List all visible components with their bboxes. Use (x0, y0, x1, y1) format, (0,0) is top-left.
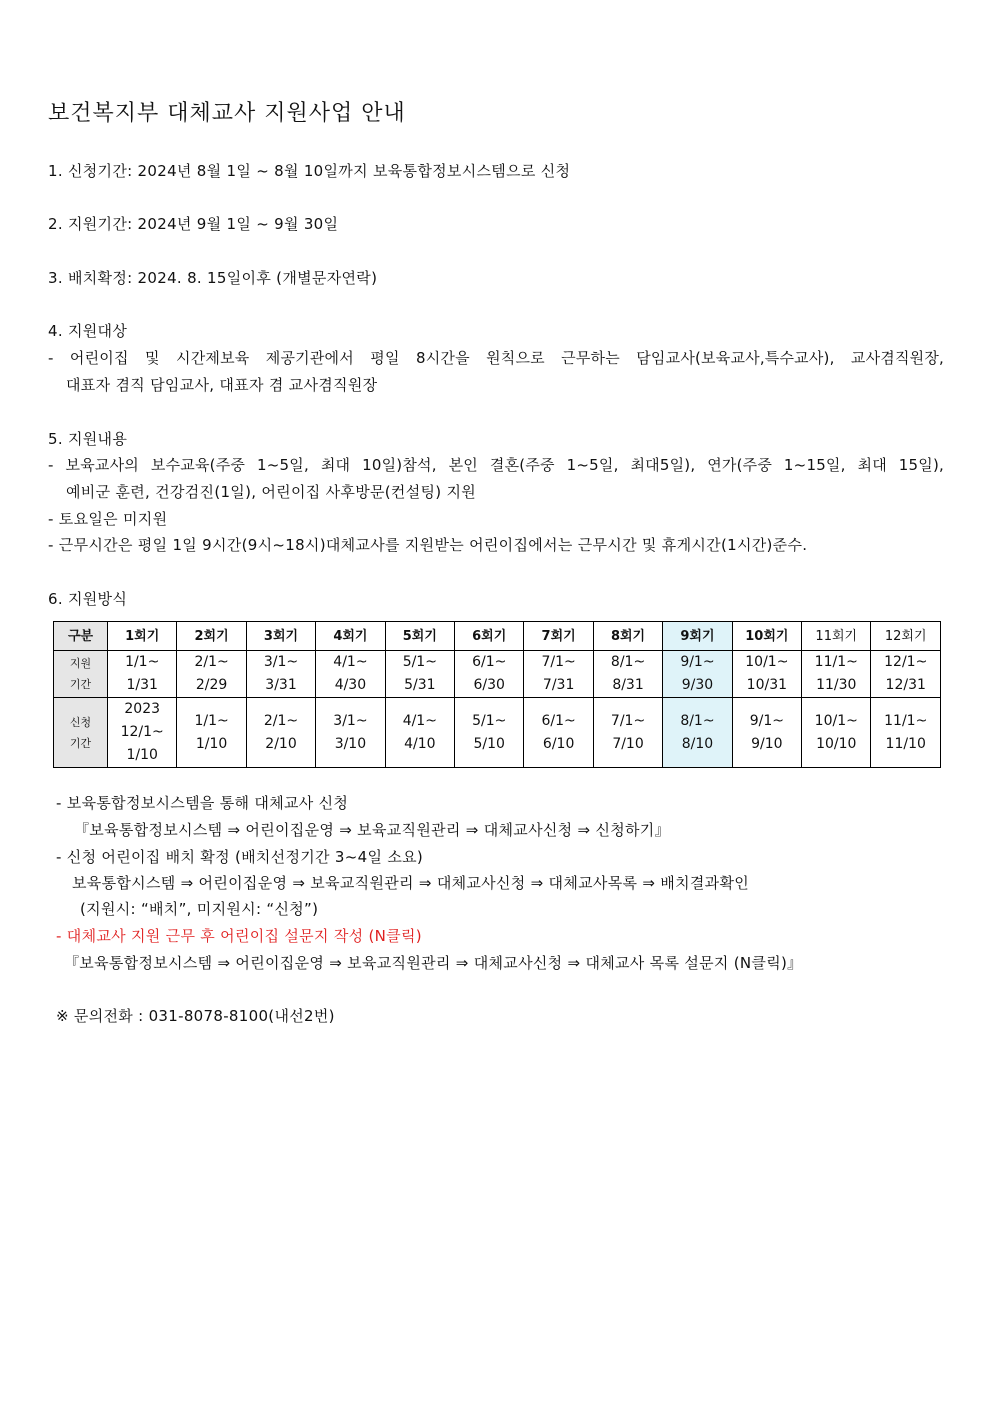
apply-period: 1. 신청기간: 2024년 8월 1일 ~ 8월 10일까지 보육통합정보시스템으로 신청 (48, 162, 571, 180)
support-cell (593, 651, 662, 698)
support-end: 1/31 (126, 677, 158, 693)
support-start: 12/1~ (884, 654, 928, 670)
apply-cell (385, 698, 454, 768)
apply-start: 12/1~ (120, 724, 164, 740)
round-header: 2회기 (177, 622, 246, 651)
support-cell (455, 651, 524, 698)
support-start: 11/1~ (814, 654, 858, 670)
support-start: 6/1~ (472, 654, 507, 670)
apply-period-row (54, 698, 941, 768)
apply-cell (732, 698, 801, 768)
support-end: 9/30 (681, 677, 714, 693)
apply-end: 6/10 (542, 735, 575, 752)
apply-cell (246, 698, 315, 768)
support-start: 7/1~ (541, 654, 576, 670)
note-survey-path: 『보육통합정보시스템 ⇒ 어린이집운영 ⇒ 보육교직원관리 ⇒ 대체교사신청 ⇒ 대체교사 목록 설문지 (N클릭)』 (64, 954, 803, 972)
note-confirm-path: 보육통합시스템 ⇒ 어린이집운영 ⇒ 보육교직원관리 ⇒ 대체교사신청 ⇒ 대체교사목록 ⇒ 배치결과확인 (72, 874, 750, 892)
apply-start: 11/1~ (884, 712, 928, 729)
apply-cell (593, 698, 662, 768)
apply-cell (108, 698, 177, 768)
note-survey: - 대체교사 지원 근무 후 어린이집 설문지 작성 (N클릭) (56, 927, 422, 945)
round-header: 3회기 (246, 622, 315, 651)
note-confirm-status: (지원시: “배치”, 미지원시: “신청”) (80, 900, 319, 918)
round-header: 1회기 (108, 622, 177, 651)
support-period-row (54, 651, 941, 698)
support-end: 12/31 (885, 677, 926, 693)
apply-cell (455, 698, 524, 768)
target-line-1: - 어린이집 및 시간제보육 제공기관에서 평일 8시간을 원칙으로 근무하는 담임교사(보육교사,특수교사), 교사겸직원장, (48, 349, 944, 367)
apply-start: 3/1~ (333, 712, 368, 729)
apply-end: 2/10 (265, 735, 297, 752)
apply-start: 4/1~ (402, 712, 437, 729)
apply-year: 2023 (124, 701, 161, 717)
header-label-cell: 구분 (54, 622, 108, 651)
support-start: 8/1~ (610, 654, 646, 670)
content-heading: 5. 지원내용 (48, 430, 128, 448)
support-cell (316, 651, 385, 698)
round-header: 12회기 (871, 622, 941, 651)
method-heading: 6. 지원방식 (48, 590, 128, 608)
round-header: 11회기 (802, 622, 871, 651)
schedule-table (53, 621, 941, 768)
apply-start: 9/1~ (749, 712, 784, 729)
apply-start: 8/1~ (680, 712, 715, 729)
note-apply-system: - 보육통합정보시스템을 통해 대체교사 신청 (56, 794, 349, 812)
support-end: 3/31 (265, 677, 297, 693)
support-start: 2/1~ (194, 654, 229, 670)
apply-cell (316, 698, 385, 768)
support-cell (177, 651, 246, 698)
apply-cell (177, 698, 246, 768)
support-cell (871, 651, 941, 698)
apply-end: 8/10 (681, 735, 714, 752)
support-end: 7/31 (542, 677, 575, 693)
apply-end: 5/10 (473, 735, 505, 752)
support-start: 3/1~ (263, 654, 299, 670)
note-apply-path: 『보육통합정보시스템 ⇒ 어린이집운영 ⇒ 보육교직원관리 ⇒ 대체교사신청 ⇒ 신청하기』 (74, 821, 670, 839)
apply-start: 2/1~ (263, 712, 299, 729)
apply-cell-highlighted (663, 698, 732, 768)
support-end: 10/31 (746, 677, 788, 693)
page-title: 보건복지부 대체교사 지원사업 안내 (48, 101, 406, 126)
note-confirm: - 신청 어린이집 배치 확정 (배치선정기간 3~4일 소요) (56, 848, 424, 866)
support-cell (524, 651, 593, 698)
contact-phone: ※ 문의전화 : 031-8078-8100(내선2번) (56, 1007, 335, 1025)
content-line-4: - 근무시간은 평일 1일 9시간(9시~18시)대체교사를 지원받는 어린이집에서는 근무시간 및 휴게시간(1시간)준수. (48, 536, 808, 554)
apply-end: 3/10 (334, 735, 367, 752)
apply-cell (871, 698, 941, 768)
support-cell (385, 651, 454, 698)
support-end: 8/31 (612, 677, 644, 693)
support-label-line: 기간 (69, 678, 92, 691)
support-start: 10/1~ (745, 654, 789, 670)
support-start: 5/1~ (402, 654, 437, 670)
support-end: 2/29 (195, 677, 228, 693)
target-heading: 4. 지원대상 (48, 322, 128, 340)
round-header: 10회기 (732, 622, 801, 651)
round-header-highlighted: 9회기 (663, 622, 732, 651)
apply-start: 7/1~ (610, 712, 646, 729)
apply-start: 5/1~ (472, 712, 507, 729)
support-start: 1/1~ (125, 654, 160, 670)
round-header: 7회기 (524, 622, 593, 651)
support-cell (802, 651, 871, 698)
apply-end: 10/10 (816, 735, 857, 752)
apply-end: 9/10 (751, 735, 783, 752)
apply-start: 6/1~ (541, 712, 576, 729)
apply-cell (802, 698, 871, 768)
support-end: 11/30 (816, 677, 857, 693)
apply-label-line: 신청 (69, 715, 92, 729)
support-start: 9/1~ (680, 654, 715, 670)
support-cell (108, 651, 177, 698)
round-header: 6회기 (455, 622, 524, 651)
support-cell-highlighted (663, 651, 732, 698)
apply-end: 1/10 (195, 735, 228, 752)
round-header: 5회기 (385, 622, 454, 651)
apply-start: 10/1~ (814, 712, 858, 729)
content-line-2: 예비군 훈련, 건강검진(1일), 어린이집 사후방문(컨설팅) 지원 (66, 483, 477, 501)
table-header-row (54, 622, 941, 651)
support-end: 4/30 (334, 677, 367, 693)
apply-end: 7/10 (612, 735, 644, 752)
support-end: 6/30 (473, 677, 505, 693)
apply-start: 1/1~ (194, 712, 229, 729)
target-line-2: 대표자 겸직 담임교사, 대표자 겸 교사겸직원장 (66, 376, 378, 394)
support-end: 5/31 (404, 677, 436, 693)
apply-label-cell (54, 698, 108, 768)
apply-end: 4/10 (404, 735, 436, 752)
round-header: 8회기 (593, 622, 662, 651)
apply-cell (524, 698, 593, 768)
support-period: 2. 지원기간: 2024년 9월 1일 ~ 9월 30일 (48, 215, 339, 233)
placement-confirm: 3. 배치확정: 2024. 8. 15일이후 (개별문자연락) (48, 269, 378, 287)
content-line-3: - 토요일은 미지원 (48, 510, 168, 528)
content-line-1: - 보육교사의 보수교육(주중 1~5일, 최대 10일)참석, 본인 결혼(주중 1~5일, 최대5일), 연가(주중 1~15일, 최대 15일), (48, 456, 944, 474)
support-label-line: 지원 (69, 657, 92, 670)
support-start: 4/1~ (333, 654, 368, 670)
round-header: 4회기 (316, 622, 385, 651)
support-cell (732, 651, 801, 698)
apply-end: 1/10 (126, 747, 158, 763)
support-label-cell (54, 651, 108, 698)
apply-label-line: 기간 (69, 736, 92, 750)
apply-end: 11/10 (885, 735, 926, 752)
support-cell (246, 651, 315, 698)
